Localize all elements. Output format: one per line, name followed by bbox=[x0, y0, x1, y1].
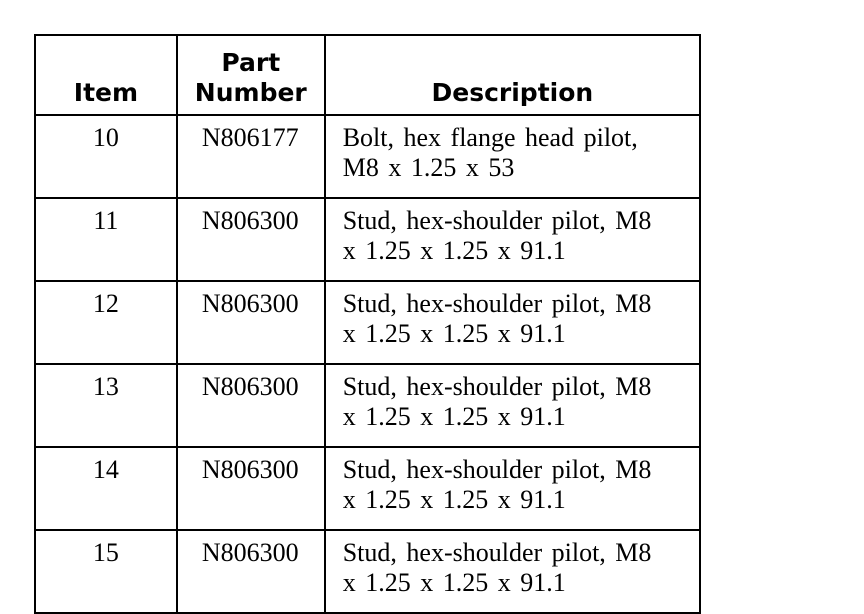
header-part-line2: Number bbox=[194, 78, 307, 107]
part-number-cell: N806300 bbox=[177, 364, 325, 447]
table-row bbox=[35, 198, 700, 281]
table-row bbox=[35, 364, 700, 447]
description-line2: M8 x 1.25 x 53 bbox=[342, 153, 515, 182]
header-description bbox=[325, 35, 700, 115]
item-cell: 12 bbox=[35, 281, 177, 364]
header-description-label: Description bbox=[431, 78, 594, 107]
part-number-cell: N806300 bbox=[177, 530, 325, 613]
description-cell bbox=[325, 447, 700, 530]
description-line1: Bolt, hex flange head pilot, bbox=[342, 123, 638, 152]
header-item-label: Item bbox=[73, 78, 139, 107]
description-line2: x 1.25 x 1.25 x 91.1 bbox=[342, 319, 566, 348]
item-cell: 15 bbox=[35, 530, 177, 613]
part-number-cell: N806300 bbox=[177, 198, 325, 281]
header-part-number bbox=[177, 35, 325, 115]
description-cell bbox=[325, 281, 700, 364]
part-number-cell: N806300 bbox=[177, 447, 325, 530]
description-line2: x 1.25 x 1.25 x 91.1 bbox=[342, 402, 566, 431]
description-cell bbox=[325, 115, 700, 198]
header-row bbox=[35, 35, 700, 115]
description-line1: Stud, hex-shoulder pilot, M8 bbox=[342, 206, 652, 235]
table-row bbox=[35, 447, 700, 530]
item-cell: 14 bbox=[35, 447, 177, 530]
description-line2: x 1.25 x 1.25 x 91.1 bbox=[342, 485, 566, 514]
part-number-cell: N806300 bbox=[177, 281, 325, 364]
description-line1: Stud, hex-shoulder pilot, M8 bbox=[342, 455, 652, 484]
header-item bbox=[35, 35, 177, 115]
description-line2: x 1.25 x 1.25 x 91.1 bbox=[342, 568, 566, 597]
description-line1: Stud, hex-shoulder pilot, M8 bbox=[342, 289, 652, 318]
description-line1: Stud, hex-shoulder pilot, M8 bbox=[342, 372, 652, 401]
description-line1: Stud, hex-shoulder pilot, M8 bbox=[342, 538, 652, 567]
table-row bbox=[35, 281, 700, 364]
table-body bbox=[35, 115, 700, 613]
description-line2: x 1.25 x 1.25 x 91.1 bbox=[342, 236, 566, 265]
item-cell: 10 bbox=[35, 115, 177, 198]
table-row bbox=[35, 115, 700, 198]
description-cell bbox=[325, 198, 700, 281]
part-number-cell: N806177 bbox=[177, 115, 325, 198]
description-cell bbox=[325, 364, 700, 447]
header-part-line1: Part bbox=[221, 48, 281, 77]
table-header bbox=[35, 35, 700, 115]
item-cell: 13 bbox=[35, 364, 177, 447]
item-cell: 11 bbox=[35, 198, 177, 281]
parts-table bbox=[34, 34, 701, 614]
